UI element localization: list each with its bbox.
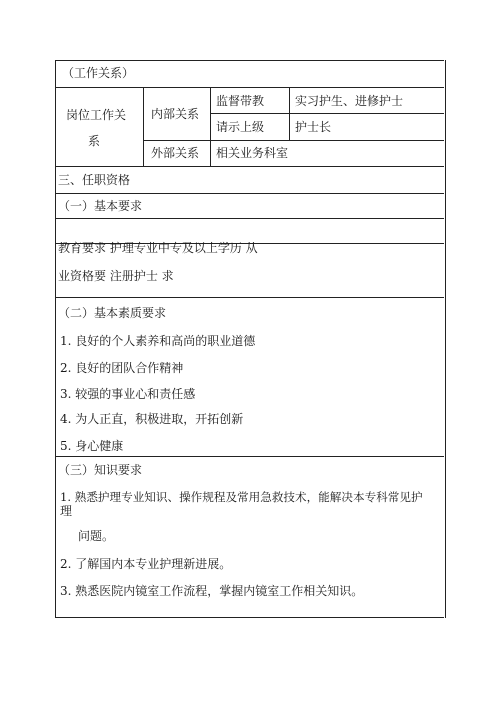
table-border-top	[55, 60, 444, 61]
basic-requirements-title: （一）基本要求	[58, 199, 143, 213]
list-item: 2. 了解国内本专业护理新进展。	[60, 557, 232, 571]
list-item: 4. 为人正直，积极进取，开拓创新	[60, 412, 244, 426]
position-relations-label-cont: 系	[88, 134, 101, 148]
list-item: 2. 良好的团队合作精神	[60, 361, 184, 375]
quality-requirements-title: （二）基本素质要求	[58, 306, 167, 320]
relation-role: 请示上级	[216, 120, 265, 134]
column-divider	[289, 87, 290, 140]
row-divider	[55, 87, 444, 88]
list-item: 1. 良好的个人素养和高尚的职业道德	[60, 334, 256, 348]
work-relations-title: （工作关系）	[62, 66, 135, 80]
row-divider	[55, 166, 444, 167]
external-relation-value: 相关业务科室	[216, 146, 289, 160]
external-relations-label: 外部关系	[151, 146, 200, 160]
list-item: 3. 较强的事业心和责任感	[60, 387, 196, 401]
row-divider	[143, 140, 444, 141]
row-divider	[55, 297, 444, 298]
relation-role: 监督带教	[216, 94, 265, 108]
list-item: 5. 身心健康	[60, 439, 124, 453]
column-divider	[143, 87, 144, 166]
list-item: 3. 熟悉医院内镜室工作流程，掌握内镜室工作相关知识。	[60, 584, 364, 598]
list-item-continuation: 问题。	[78, 529, 115, 543]
row-divider	[55, 218, 444, 219]
education-requirement: 教育要求 护理专业中专及以上学历 从	[58, 241, 258, 255]
row-divider	[55, 456, 444, 457]
row-divider	[55, 193, 444, 194]
qualification-requirement: 业资格要 注册护士 求	[58, 269, 174, 283]
position-relations-label: 岗位工作关	[66, 108, 127, 122]
relation-target: 护士长	[295, 120, 332, 134]
qualifications-title: 三、任职资格	[58, 173, 131, 187]
list-item-continuation: 理	[60, 504, 73, 518]
relation-target: 实习护生、进修护士	[295, 94, 404, 108]
column-divider	[210, 87, 211, 166]
table-border-bottom	[55, 617, 444, 618]
list-item: 1. 熟悉护理专业知识、操作规程及常用急救技术，能解决本专科常见护	[60, 490, 423, 504]
internal-relations-label: 内部关系	[151, 107, 200, 121]
row-divider	[210, 113, 444, 114]
knowledge-requirements-title: （三）知识要求	[58, 463, 143, 477]
